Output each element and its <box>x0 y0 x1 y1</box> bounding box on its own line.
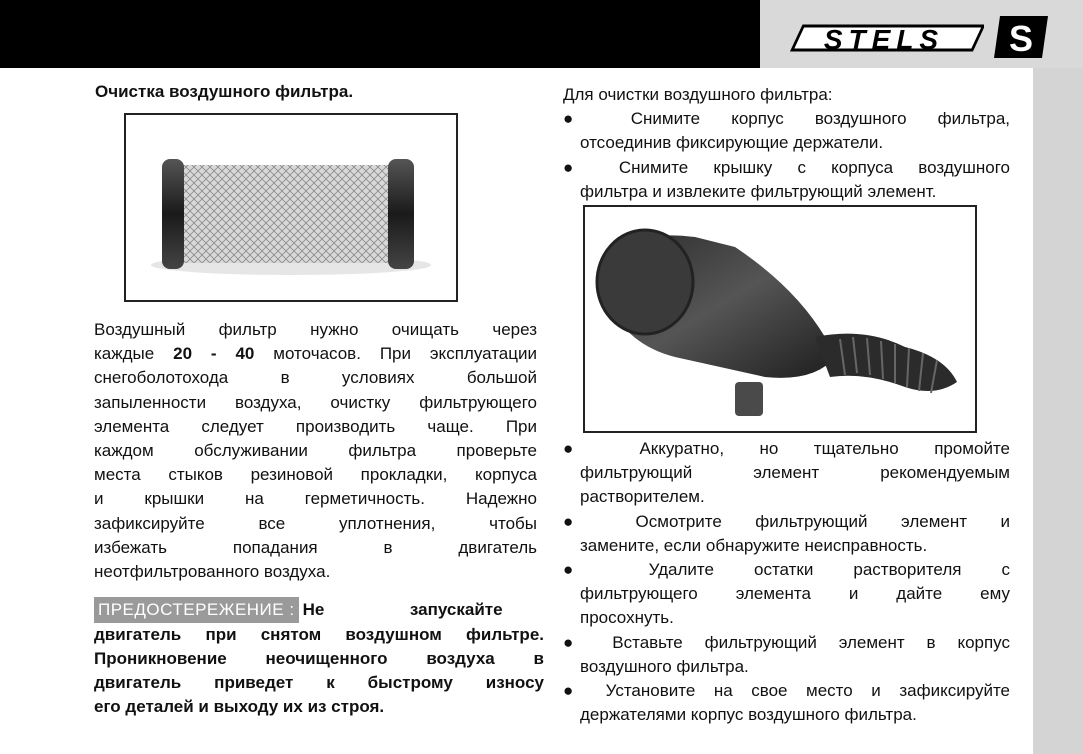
paragraph-line: и крышки на герметичность. Надежно <box>94 489 537 509</box>
section-title: Очистка воздушного фильтра. <box>95 82 354 101</box>
step-line: ● Осмотрите фильтрующий элемент и <box>563 511 1010 531</box>
step-line: замените, если обнаружите неисправность. <box>580 535 928 555</box>
step-line: фильтрующего элемента и дайте ему <box>580 584 1010 604</box>
step-line: фильтрующий элемент рекомендуемым <box>580 463 1010 483</box>
step-line: растворителем. <box>580 487 705 507</box>
paragraph-line: места стыков резиновой прокладки, корпуса <box>94 465 537 485</box>
filter-housing-photo <box>583 205 977 433</box>
warning-badge: ПРЕДОСТЕРЕЖЕНИЕ : <box>94 597 299 623</box>
warning-first-line: ПРЕДОСТЕРЕЖЕНИЕ : Не запускайте <box>94 597 544 623</box>
paragraph-line: Воздушный фильтр нужно очищать через <box>94 320 537 339</box>
step-line: отсоединив фиксирующие держатели. <box>580 133 884 153</box>
warning-line: Проникновение неочищенного воздуха в <box>94 649 544 668</box>
air-filter-photo <box>124 113 458 302</box>
stels-logo-wordmark <box>784 16 984 60</box>
step-line: воздушного фильтра. <box>580 656 749 676</box>
interval-value: 20 - 40 <box>173 344 255 364</box>
instructions-intro: Для очистки воздушного фильтра: <box>563 85 833 104</box>
stels-logo-s-icon <box>990 14 1052 60</box>
step-line: ● Установите на свое место и зафиксируйте <box>563 681 1010 701</box>
paragraph-line: неотфильтрованного воздуха. <box>94 562 331 582</box>
instructions-top <box>563 83 1010 204</box>
side-strip <box>1033 68 1083 754</box>
filter-housing-image <box>585 207 975 431</box>
step-line: просохнуть. <box>580 608 674 628</box>
step-line: держателями корпус воздушного фильтра. <box>580 705 917 725</box>
air-filter-image <box>126 115 456 300</box>
warning-line: двигатель приведет к быстрому износу <box>94 673 544 692</box>
warning-line: его деталей и выходу их из строя. <box>94 697 385 716</box>
paragraph-line-interval: каждые 20 - 40 моточасов. При эксплуатации <box>94 344 537 364</box>
paragraph-line: снегоболотохода в условиях большой <box>94 368 537 388</box>
paragraph-line: запыленности воздуха, очистку фильтрующего <box>94 392 537 412</box>
paragraph-line: элемента следует производить чаще. При <box>94 416 537 436</box>
step-line: ● Удалите остатки растворителя с <box>563 560 1010 580</box>
warning-block <box>94 597 544 719</box>
step-line: ● Аккуратно, но тщательно промойте <box>563 439 1010 458</box>
logo-text: STELS <box>823 24 945 55</box>
paragraph-line: избежать попадания в двигатель <box>94 537 537 557</box>
step-line: ● Снимите крышку с корпуса воздушного <box>563 157 1010 177</box>
header-bar <box>0 0 760 68</box>
step-line: фильтра и извлеките фильтрующий элемент. <box>580 181 937 201</box>
step-line: ● Вставьте фильтрующий элемент в корпус <box>563 632 1010 652</box>
step-line: ● Снимите корпус воздушного фильтра, <box>563 109 1010 129</box>
instructions-bottom <box>563 437 1010 727</box>
warning-line: двигатель при снятом воздушном фильтре. <box>94 625 544 644</box>
svg-text:S: S <box>1008 18 1034 59</box>
paragraph-line: зафиксируйте все уплотнения, чтобы <box>94 513 537 533</box>
paragraph-line: каждом обслуживании фильтра проверьте <box>94 441 537 461</box>
maintenance-paragraph <box>94 318 537 584</box>
